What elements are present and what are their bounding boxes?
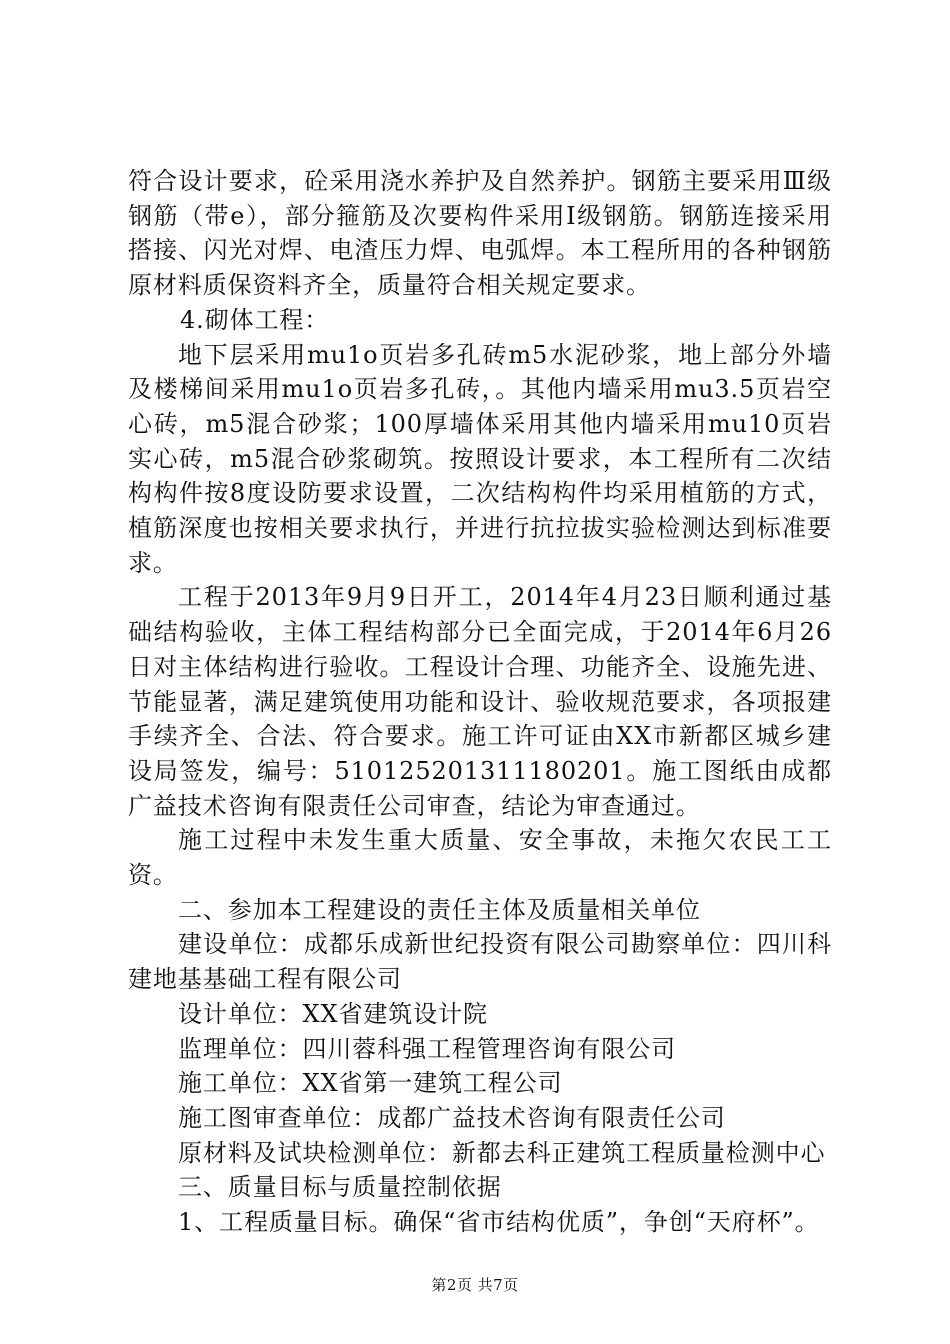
paragraph-testing-unit: 原材料及试块检测单位：新都去科正建筑工程质量检测中心 — [178, 1138, 826, 1167]
paragraph-schedule: 工程于2013年9月9日开工，2014年4月23日顺利通过基础结构验收，主体工程结构部分已全面完成，于2014年6月26日对主体结构进行验收。工程设计合理、功能齐全、设施先进、节能显著，满足建筑使用功能和设计、验收规范要求，各项报建手续齐全、合法、符合要求。施工许可证由XX市新都区城乡建设局签发，编号：51012520131118020​1。施工图纸由成都广益技术咨询有限责任公司审查，结论为审查通过。 — [128, 583, 832, 820]
paragraph-design-unit: 设计单位：XX省建筑设计院 — [178, 999, 488, 1028]
paragraph-construction-unit: 建设单位：成都乐成新世纪投资有限公司勘察单位：四川科建地基基础工程有限公司 — [128, 930, 832, 994]
heading-section-three: 三、质量目标与质量控制依据 — [178, 1173, 502, 1202]
heading-masonry: 4.砌体工程： — [180, 305, 330, 334]
paragraph-quality-target: 1、工程质量目标。确保“省市结构优质”，争创“天府杯”。 — [178, 1208, 820, 1237]
paragraph-review-unit: 施工图审查单位：成都广益技术咨询有限责任公司 — [178, 1103, 726, 1132]
paragraph-contractor-unit: 施工单位：XX省第一建筑工程公司 — [178, 1069, 563, 1098]
paragraph-masonry: 地下层采用mu1o页岩多孔砖m5水泥砂浆，地上部分外墙及楼梯间采用mu1o页岩多孔砖，。其他内墙采用mu3.5页岩空心砖，m5混合砂浆；100厚墙体采用其他内墙采用mu10页岩实心砖，m5混合砂浆砌筑。按照设计要求，本工程所有二次结构构件按8度设防要求设置，二次结构构件均采用植筋的方式，植筋深度也按相关要求执行，并进行抗拉拔实验检测达到标准要求。 — [128, 340, 832, 577]
body-text — [128, 164, 832, 1240]
paragraph-supervision-unit: 监理单位：四川蓉科强工程管理咨询有限公司 — [178, 1034, 676, 1063]
paragraph-safety: 施工过程中未发生重大质量、安全事故，未拖欠农民工工资。 — [128, 826, 832, 890]
page-number-footer: 第2页 共7页 — [431, 1276, 519, 1294]
paragraph-rebar: 符合设计要求，砼采用浇水养护及自然养护。钢筋主要采用Ⅲ级钢筋（带e），部分箍筋及次要构件采用Ⅰ级钢筋。钢筋连接采用搭接、闪光对焊、电渣压力焊、电弧焊。本工程所用的各种钢筋原材料质保资料齐全，质量符合相关规定要求。 — [128, 167, 832, 300]
heading-section-two: 二、参加本工程建设的责任主体及质量相关单位 — [178, 895, 701, 924]
